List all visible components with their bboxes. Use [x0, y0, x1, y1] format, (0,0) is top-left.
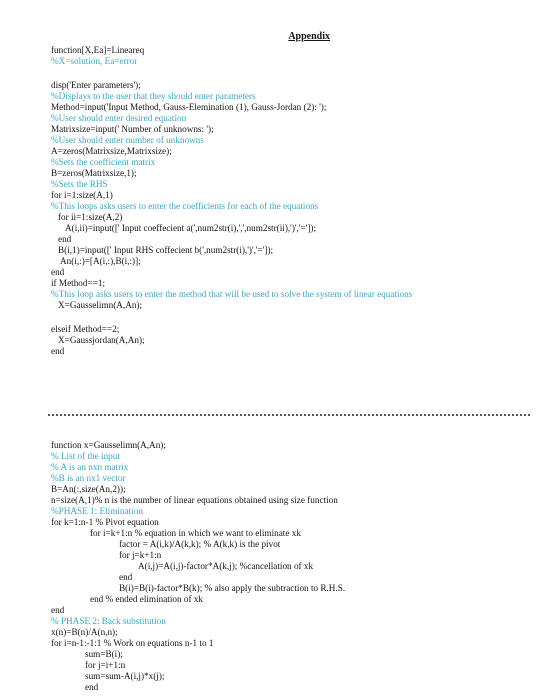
code-line: if Method==1; [51, 278, 105, 288]
code-line: A(i,j)=A(i,j)-factor*A(k,j); %cancellation of xk [138, 561, 314, 571]
code-line: end [58, 234, 72, 244]
code-comment-line: %This loops asks users to enter the coefficients for each of the equations [51, 201, 319, 211]
code-comment-line: % List of the input [51, 451, 120, 461]
code-line: X=Gaussjordan(A,An); [58, 335, 145, 345]
code-line: X=Gausselimn(A,An); [58, 300, 143, 310]
code-comment-line: %PHASE 1: Elimination [51, 506, 143, 516]
code-line: elseif Method==2; [51, 324, 120, 334]
code-line: A(i,ii)=input([' Input coeffecient a(',num2str(i),',',num2str(ii),')','=']); [65, 223, 317, 233]
code-line: disp('Enter parameters'); [51, 80, 141, 90]
code-line: end [51, 267, 65, 277]
code-line: for i=k+1:n % equation in which we want to eliminate xk [90, 528, 301, 538]
code-comment-line: %B is an nx1 vector [51, 473, 126, 483]
code-line: B(i)=B(i)-factor*B(k); % also apply the subtraction to R.H.S. [119, 583, 346, 593]
code-line: for ii=1:size(A,2) [58, 212, 123, 222]
code-line: function[X,Ea]=Lineareq [51, 45, 145, 55]
code-line: for i=n-1:-1:1 % Work on equations n-1 to 1 [51, 638, 214, 648]
code-line: sum=B(i); [85, 649, 123, 659]
code-line: end [51, 346, 65, 356]
code-line: B=An(:,size(An,2)); [51, 484, 126, 494]
code-comment-line: % PHASE 2: Back substitution [51, 616, 166, 626]
code-comment-line: %Sets the coefficient matrix [51, 157, 156, 167]
code-line: end [51, 605, 65, 615]
code-line: end % ended elimination of xk [90, 594, 204, 604]
code-line: n=size(A,1)% n is the number of linear equations obtained using size function [51, 495, 338, 505]
code-comment-line: %This loop asks users to enter the method that will be used to solve the system of linear equations [51, 289, 413, 299]
code-line: B(i,1)=input([' Input RHS coffecient b(',num2str(i),')','=']); [58, 245, 274, 255]
code-comment-line: %User should enter desired equation [51, 113, 187, 123]
code-line: Method=input('Input Method, Gauss-Elemination (1), Gauss-Jordan (2): '); [51, 102, 327, 112]
code-line: end [119, 572, 133, 582]
code-line: x(n)=B(n)/A(n,n); [51, 627, 118, 637]
code-comment-line: %Sets the RHS [51, 179, 108, 189]
code-line: for i=1:size(A,1) [51, 190, 113, 200]
code-comment-line: % A is an nxn matrix [51, 462, 129, 472]
page-title: Appendix [288, 31, 330, 42]
code-line: for j=i+1:n [85, 660, 126, 670]
code-line: B=zeros(Matrixsize,1); [51, 168, 137, 178]
code-line: A=zeros(Matrixsize,Matrixsize); [51, 146, 172, 156]
code-line: An(i,:)=[A(i,:),B(i,:)]; [60, 256, 141, 266]
code-line: for k=1:n-1 % Pivot equation [51, 517, 159, 527]
code-line: function x=Gausselimn(A,An); [51, 440, 166, 450]
code-line: sum=sum-A(i,j)*x(j); [85, 671, 165, 681]
dotted-separator [48, 414, 530, 416]
code-comment-line: %User should enter number of unknowns [51, 135, 204, 145]
code-comment-line: %X=solution, Ea=error [51, 56, 138, 66]
code-line: factor = A(i,k)/A(k,k); % A(k,k) is the pivot [119, 539, 281, 549]
code-comment-line: %Displays to the user that they should enter parameters [51, 91, 256, 101]
code-line: for j=k+1:n [119, 550, 162, 560]
code-line: Matrixsize=input(' Number of unknowns: '); [51, 124, 214, 134]
code-line: end [85, 682, 99, 692]
